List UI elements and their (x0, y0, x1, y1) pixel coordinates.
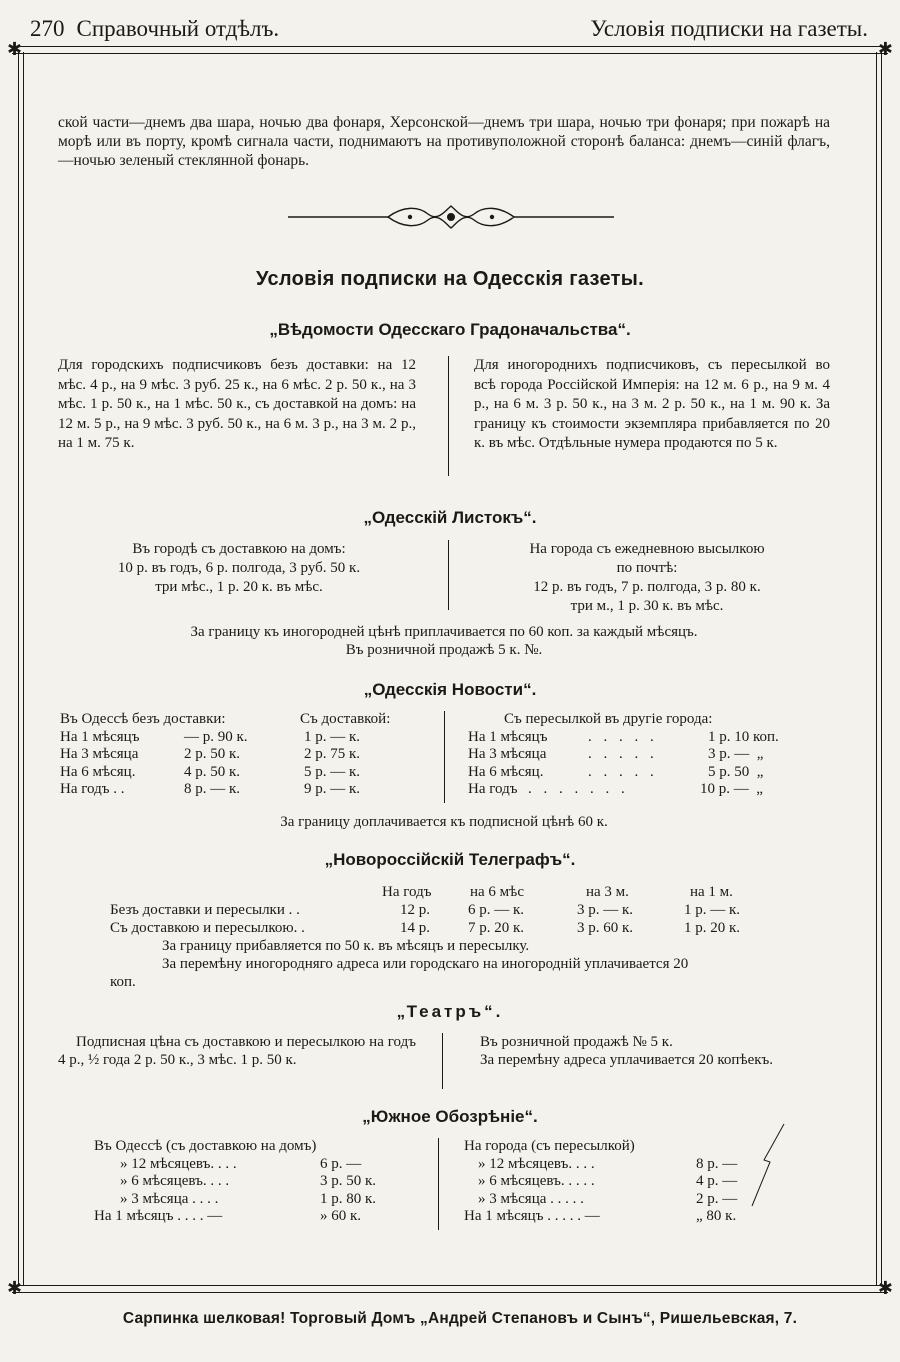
listok-mail-line: 12 р. въ годъ, 7 р. полгода, 3 р. 80 к. (533, 579, 761, 595)
listok-mail-line: три м., 1 р. 30 к. въ мѣс. (570, 598, 724, 614)
novosti-table (58, 711, 830, 801)
telegraf-note-abroad: За границу прибавляется по 50 к. въ мѣсяцъ и пересылку. (162, 938, 530, 954)
novosti-mid-header: Съ доставкой: (300, 711, 391, 727)
telegraf-table (110, 883, 810, 991)
novosti-price: — р. 90 к. (184, 728, 248, 745)
corner-star-icon: ✱ (877, 1278, 893, 1298)
novosti-mail-period: На годъ (468, 781, 518, 797)
section-title-obozrenie: „Южное Обозрѣніе“. (362, 1107, 538, 1126)
left-frame-rule (18, 52, 24, 1285)
novosti-note: За границу доплачивается къ подписной цѣнѣ 60 к. (280, 814, 608, 830)
novosti-price: 2 р. 50 к. (184, 746, 241, 762)
main-title: Условія подписки на Одесскія газеты. (255, 268, 644, 290)
novosti-mail-row (468, 781, 830, 799)
novosti-price: 4 р. 50 к. (184, 763, 241, 780)
listok-note-retail: Въ розничной продажѣ 5 к. №. (345, 642, 543, 658)
obozrenie-city-header: Въ Одессѣ (съ доставкою на домъ) (94, 1138, 317, 1154)
telegraf-note-address: За перемѣну иногородняго адреса или городскаго на иногородній уплачивается 20 коп. (110, 956, 689, 990)
column-divider (442, 1033, 443, 1089)
leader-dots: . . . . . (588, 763, 658, 780)
intro-paragraph: ской части—днемъ два шара, ночью два фонаря, Херсонской—днемъ три шара, ночью три фонаря; при пожарѣ на морѣ или въ порту, кромѣ сигнала части, поднимаютъ на противуположной сторонѣ баланса: днемъ—синій флагъ,—ночью зеленый стеклянной фонарь. (58, 114, 830, 169)
novosti-price: 2 р. 75 к. (304, 746, 361, 762)
teatr-address-change: За перемѣну адреса уплачивается 20 копѣекъ. (480, 1052, 774, 1068)
running-header (30, 16, 868, 48)
section-title-vedomosti: „Вѣдомости Одесскаго Градоначальства“. (269, 320, 631, 339)
telegraf-row (110, 919, 810, 937)
obozrenie-period: » 6 мѣсяцевъ. . . . (120, 1173, 230, 1190)
obozrenie-period: » 3 мѣсяца . . . . . (478, 1190, 584, 1207)
corner-star-icon: ✱ (7, 1278, 23, 1298)
leader-dots: . . . . . . . (528, 781, 629, 797)
telegraf-col-header: на 3 м. (586, 884, 629, 900)
novosti-delivery-col (300, 711, 430, 799)
novosti-mail-price: 10 р. — „ (700, 781, 763, 797)
page-number: 270 (30, 16, 65, 41)
novosti-mail-row (468, 764, 830, 782)
vedomosti-city-text: Для городскихъ подписчиковъ безъ доставки: на 12 мѣс. 4 р., на 9 мѣс. 3 руб. 25 к., на 6 мѣс. 2 р. 50 к., на 3 мѣс. 1 р. 50 к., на 1 мѣс. 50 к., съ доставкой на домъ: на 12 м. 5 р., на 9 мѣс. 3 руб. 50 к., на 6 м. 3 р., на 3 м. 2 р., на 1 м. 75 к. (58, 357, 416, 452)
novosti-mail-row (468, 746, 830, 764)
novosti-price: 1 р. — к. (304, 728, 361, 745)
footer-advertisement: Сарпинка шелковая! Торговый Домъ „Андрей Степановъ и Сынъ“, Ришельевская, 7. (122, 1310, 798, 1327)
obozrenie-mail-header: На города (съ пересылкой) (464, 1138, 635, 1154)
novosti-no-delivery-col (184, 729, 284, 799)
obozrenie-price: 4 р. — (696, 1173, 738, 1190)
obozrenie-price: 1 р. 80 к. (320, 1190, 377, 1207)
obozrenie-price: „ 80 к. (696, 1208, 737, 1225)
obozrenie-row (94, 1156, 414, 1174)
listok-city-block (58, 540, 420, 597)
teatr-price-text: Подписная цѣна съ доставкою и пересылкою на годъ 4 р., ½ года 2 р. 50 к., 3 мѣс. 1 р. 50 к. (58, 1034, 416, 1068)
telegraf-value: 1 р. 20 к. (684, 920, 741, 936)
section-title-teatr: „Театръ“. (396, 1002, 504, 1021)
section-title-novosti: „Одесскія Новости“. (363, 680, 537, 699)
listok-columns (58, 540, 830, 620)
listok-city-line: 10 р. въ годъ, 6 р. полгода, 3 руб. 50 к. (117, 560, 361, 576)
top-double-rule (12, 46, 888, 54)
vedomosti-intercity-text: Для иногороднихъ подписчиковъ, съ пересылкой во всѣ города Россійской Имперія: на 12 м. 6 р., на 9 м. 4 р., на 6 м. 3 р. 50 к., на 3 м. 2 р. 50 к., на 1 м. 90 к. За границу къ стоимости экземпляра прибавляется по 20 к. въ мѣс. Отдѣльные нумера продаются по 5 к. (474, 357, 830, 452)
telegraf-value: 3 р. — к. (577, 902, 634, 918)
header-left (30, 16, 291, 42)
telegraf-value: 12 р. (400, 902, 430, 918)
teatr-columns (58, 1033, 830, 1093)
obozrenie-period: » 12 мѣсяцевъ. . . . (478, 1155, 595, 1172)
novosti-mail-price: 1 р. 10 коп. (708, 728, 779, 745)
obozrenie-row (464, 1208, 830, 1226)
section-title-telegraf: „Новороссійскій Телеграфъ“. (324, 850, 576, 869)
telegraf-row-label: Безъ доставки и пересылки . . (110, 902, 300, 918)
novosti-period: На 1 мѣсяцъ (60, 728, 140, 745)
telegraf-value: 7 р. 20 к. (468, 920, 525, 936)
novosti-mail-period: На 6 мѣсяц. (468, 763, 544, 780)
novosti-right-header: Съ пересылкой въ другіе города: (504, 711, 713, 727)
novosti-mail-block (468, 711, 830, 799)
telegraf-value: 14 р. (400, 920, 430, 936)
listok-mail-line: по почтѣ: (616, 560, 678, 576)
listok-mail-line: На города съ ежедневною высылкою (529, 541, 765, 557)
obozrenie-period: » 6 мѣсяцевъ. . . . . (478, 1173, 595, 1190)
novosti-mail-price: 5 р. 50 „ (708, 763, 764, 780)
ornament-divider-icon (288, 202, 614, 232)
section-title-listok: „Одесскій Листокъ“. (363, 508, 537, 527)
column-divider (438, 1138, 439, 1230)
chapter-name: Условія подписки на газеты. (590, 16, 868, 41)
column-divider (444, 711, 445, 803)
bottom-double-rule (12, 1285, 888, 1293)
obozrenie-period: » 3 мѣсяца . . . . (120, 1190, 219, 1207)
novosti-price: 8 р. — к. (184, 781, 241, 797)
listok-note-abroad: За границу къ иногородней цѣнѣ приплачивается по 60 коп. за каждый мѣсяцъ. (190, 624, 698, 640)
telegraf-col-header: На годъ (382, 884, 432, 900)
obozrenie-row (94, 1191, 414, 1209)
pen-mark-icon (740, 1120, 790, 1210)
obozrenie-period: На 1 мѣсяцъ . . . . — (94, 1208, 223, 1225)
listok-city-line: три мѣс., 1 р. 20 к. въ мѣс. (155, 579, 323, 595)
novosti-mail-row (468, 729, 830, 747)
novosti-price: 5 р. — к. (304, 763, 361, 780)
obozrenie-price: 3 р. 50 к. (320, 1173, 377, 1190)
novosti-mail-price: 3 р. — „ (708, 746, 764, 762)
obozrenie-period: » 12 мѣсяцевъ. . . . (120, 1155, 237, 1172)
telegraf-value: 6 р. — к. (468, 902, 525, 918)
leader-dots: . . . . . (588, 746, 658, 762)
teatr-right-block (462, 1033, 830, 1069)
telegraf-col-header: на 1 м. (690, 884, 733, 900)
telegraf-col-header: на 6 мѣс (470, 884, 524, 900)
obozrenie-price: 2 р. — (696, 1190, 738, 1207)
obozrenie-table (58, 1138, 830, 1230)
listok-city-line: Въ городѣ съ доставкою на домъ: (132, 541, 346, 557)
right-frame-rule (876, 52, 882, 1285)
corner-star-icon: ✱ (7, 39, 23, 59)
obozrenie-city-block (94, 1138, 414, 1226)
section-name: Справочный отдѣлъ. (76, 16, 280, 41)
teatr-retail: Въ розничной продажѣ № 5 к. (480, 1034, 673, 1050)
novosti-left-header: Въ Одессѣ безъ доставки: (60, 711, 226, 727)
telegraf-value: 3 р. 60 к. (577, 920, 634, 936)
corner-star-icon: ✱ (877, 39, 893, 59)
listok-mail-block (464, 540, 830, 616)
telegraf-value: 1 р. — к. (684, 902, 741, 918)
telegraf-header-row (110, 883, 810, 901)
obozrenie-price: 8 р. — (696, 1155, 738, 1172)
obozrenie-row (94, 1208, 414, 1226)
vedomosti-columns (58, 356, 830, 486)
telegraf-row (110, 901, 810, 919)
novosti-period: На 3 мѣсяца (60, 746, 139, 762)
novosti-mail-period: На 3 мѣсяца (468, 746, 547, 762)
column-divider (448, 356, 449, 476)
telegraf-row-label: Съ доставкою и пересылкою. . (110, 920, 305, 936)
obozrenie-price: 6 р. — (320, 1155, 362, 1172)
novosti-period: На 6 мѣсяц. (60, 763, 136, 780)
leader-dots: . . . . . (588, 728, 658, 745)
obozrenie-price: » 60 к. (320, 1208, 362, 1225)
column-divider (448, 540, 449, 610)
novosti-period: На годъ . . (60, 781, 125, 797)
novosti-price: 9 р. — к. (304, 781, 361, 797)
novosti-mail-period: На 1 мѣсяцъ (468, 728, 548, 745)
obozrenie-row (94, 1173, 414, 1191)
obozrenie-period: На 1 мѣсяцъ . . . . . — (464, 1208, 600, 1225)
